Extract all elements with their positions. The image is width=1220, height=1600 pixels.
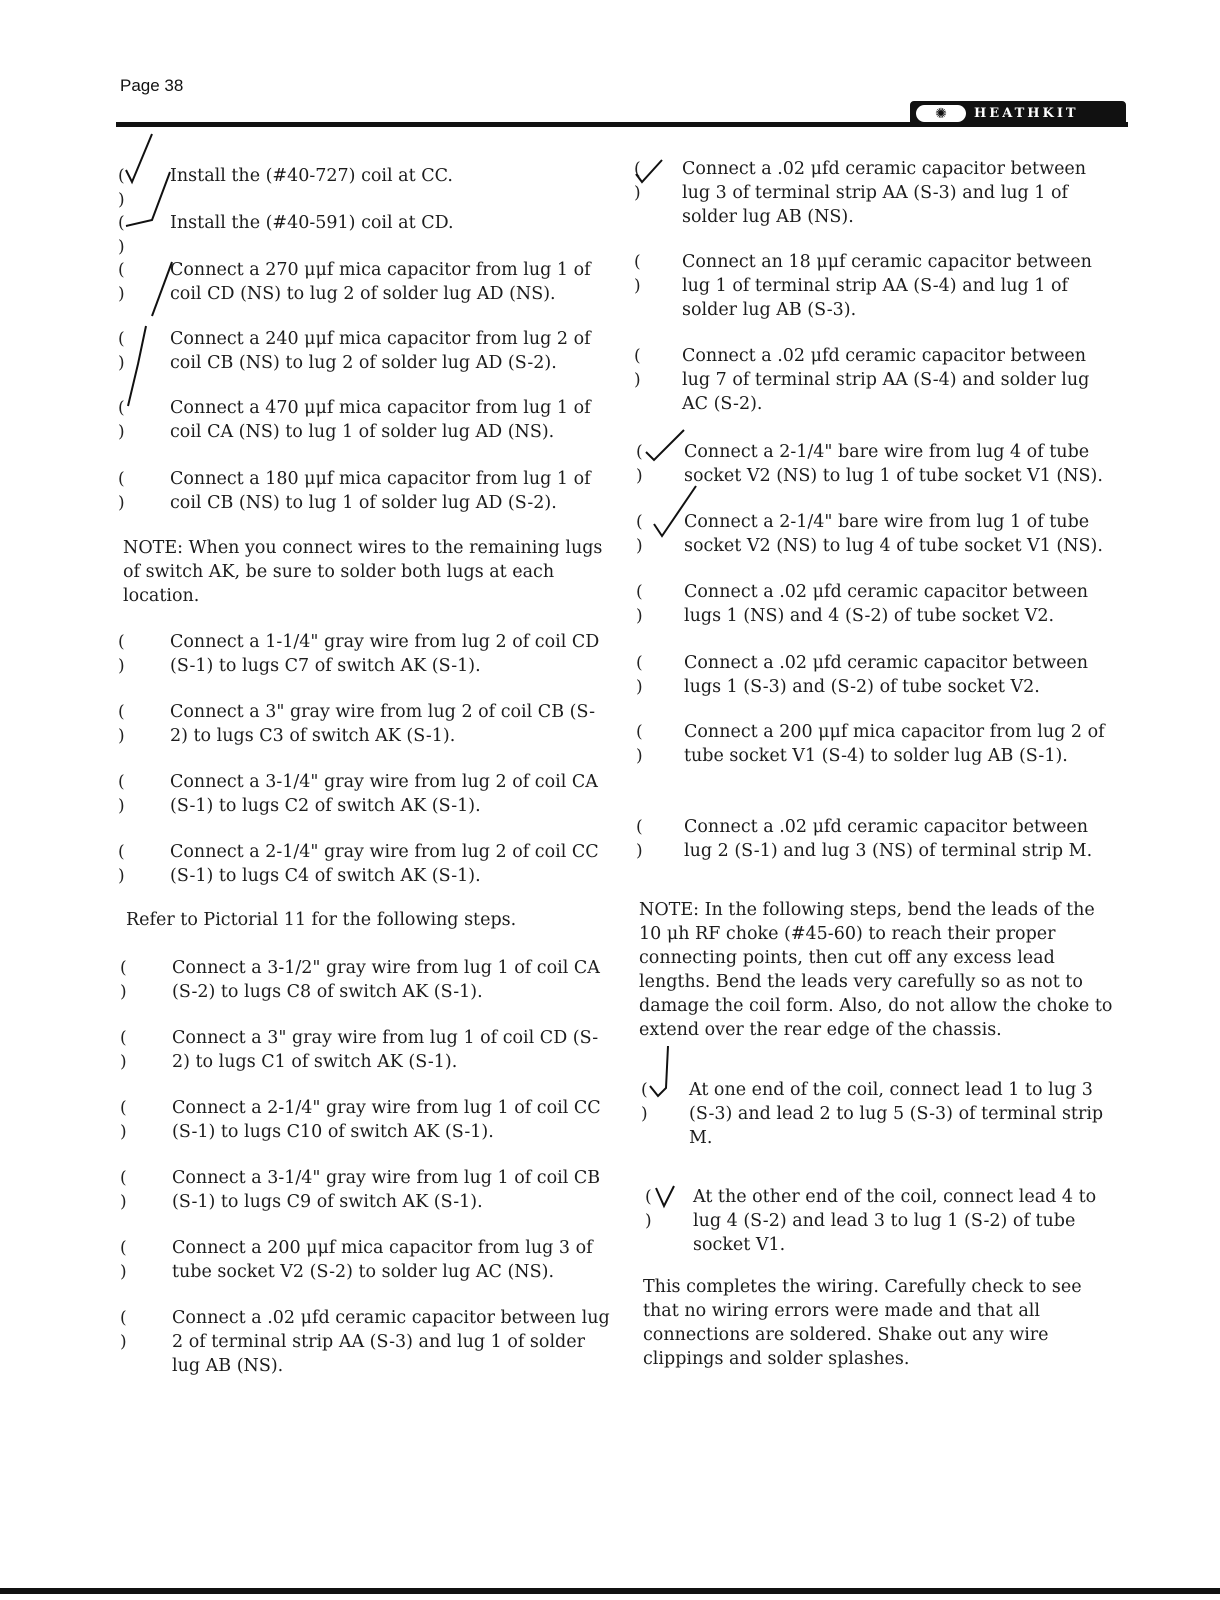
step-text: Connect a 2-1/4" gray wire from lug 1 of coil CC (S-1) to lugs C10 of switch AK (S-1).	[172, 1098, 601, 1142]
step-text: Connect a 3" gray wire from lug 2 of coil CB (S-2) to lugs C3 of switch AK (S-1).	[170, 702, 595, 746]
checkbox[interactable]: ( )	[634, 159, 651, 203]
checkbox[interactable]: ( )	[118, 166, 135, 210]
checkbox[interactable]: ( )	[636, 653, 653, 697]
checkmark-icon	[640, 1042, 680, 1102]
checkbox[interactable]: ( )	[118, 842, 135, 886]
step-text: Install the (#40-727) coil at CC.	[170, 166, 453, 186]
checkmark-icon	[118, 130, 208, 240]
note-switch-ak: NOTE: When you connect wires to the remaining lugs of switch AK, be sure to solder both lugs at each location.	[123, 538, 603, 606]
step-text: Connect a 3-1/4" gray wire from lug 2 of coil CA (S-1) to lugs C2 of switch AK (S-1).	[170, 772, 598, 816]
step-text: Connect a .02 μfd ceramic capacitor between lug 7 of terminal strip AA (S-4) and solder lug AC (S-2).	[682, 346, 1090, 414]
checkmark-icon	[640, 426, 690, 466]
step-text: Connect a .02 μfd ceramic capacitor between lug 2 of terminal strip AA (S-3) and lug 1 of solder lug AB (NS).	[172, 1308, 610, 1376]
closing-paragraph: This completes the wiring. Carefully check to see that no wiring errors were made and that all connections are soldered. Shake out any wire clippings and solder splashes.	[643, 1277, 1082, 1369]
checkbox[interactable]: ( )	[634, 346, 651, 390]
step-text: Connect a .02 μfd ceramic capacitor between lugs 1 (S-3) and (S-2) of tube socket V2.	[684, 653, 1089, 697]
checkbox[interactable]: ( )	[645, 1187, 662, 1231]
checkbox[interactable]: ( )	[634, 252, 651, 296]
step-text: Connect a 200 μμf mica capacitor from lug 2 of tube socket V1 (S-4) to solder lug AB (S-1).	[684, 722, 1105, 766]
step-text: Connect a 180 μμf mica capacitor from lug 1 of coil CB (NS) to lug 1 of solder lug AD (S-2).	[170, 469, 591, 513]
checkbox[interactable]: ( )	[641, 1080, 658, 1124]
checkmark-icon	[640, 480, 700, 540]
checkbox[interactable]: ( )	[118, 469, 135, 513]
checkbox[interactable]: ( )	[118, 702, 135, 746]
checkbox[interactable]: ( )	[120, 1168, 137, 1212]
checkbox[interactable]: ( )	[636, 722, 653, 766]
checkbox[interactable]: ( )	[636, 512, 653, 556]
checkbox[interactable]: ( )	[118, 213, 135, 257]
checkbox[interactable]: ( )	[636, 817, 653, 861]
checkbox[interactable]: ( )	[636, 442, 653, 486]
checkbox[interactable]: ( )	[120, 958, 137, 1002]
bottom-scan-edge	[0, 1588, 1220, 1594]
checkbox[interactable]: ( )	[120, 1098, 137, 1142]
page-number: Page 38	[120, 76, 184, 95]
step-text: At the other end of the coil, connect lead 4 to lug 4 (S-2) and lead 3 to lug 1 (S-2) of tube socket V1.	[693, 1187, 1097, 1255]
checkmark-icon	[118, 256, 178, 416]
checkbox[interactable]: ( )	[120, 1238, 137, 1282]
checkbox[interactable]: ( )	[118, 772, 135, 816]
checkbox[interactable]: ( )	[120, 1028, 137, 1072]
step-text: At one end of the coil, connect lead 1 to lug 3 (S-3) and lead 2 to lug 5 (S-3) of terminal strip M.	[689, 1080, 1104, 1148]
step-text: Connect a 2-1/4" gray wire from lug 2 of coil CC (S-1) to lugs C4 of switch AK (S-1).	[170, 842, 599, 886]
step-text: Connect a 2-1/4" bare wire from lug 4 of tube socket V2 (NS) to lug 1 of tube socket V1 (NS).	[684, 442, 1103, 486]
step-text: Install the (#40-591) coil at CD.	[170, 213, 454, 233]
atom-icon: ✺	[916, 105, 966, 122]
checkbox[interactable]: ( )	[118, 398, 135, 442]
step-text: Connect an 18 μμf ceramic capacitor between lug 1 of terminal strip AA (S-4) and lug 1 of solder lug AB (S-3).	[682, 252, 1092, 320]
step-text: Connect a 1-1/4" gray wire from lug 2 of coil CD (S-1) to lugs C7 of switch AK (S-1).	[170, 632, 600, 676]
refer-pictorial: Refer to Pictorial 11 for the following steps.	[126, 910, 517, 930]
step-text: Connect a 200 μμf mica capacitor from lug 3 of tube socket V2 (S-2) to solder lug AC (NS).	[172, 1238, 593, 1282]
step-text: Connect a .02 μfd ceramic capacitor between lug 2 (S-1) and lug 3 (NS) of terminal strip M.	[684, 817, 1093, 861]
checkmark-icon	[632, 156, 672, 186]
step-text: Connect a 470 μμf mica capacitor from lug 1 of coil CA (NS) to lug 1 of solder lug AD (NS).	[170, 398, 591, 442]
step-text: Connect a .02 μfd ceramic capacitor between lugs 1 (NS) and 4 (S-2) of tube socket V2.	[684, 582, 1089, 626]
step-text: Connect a 270 μμf mica capacitor from lug 1 of coil CD (NS) to lug 2 of solder lug AD (NS).	[170, 260, 591, 304]
checkbox[interactable]: ( )	[118, 329, 135, 373]
step-text: Connect a 3-1/4" gray wire from lug 1 of coil CB (S-1) to lugs C9 of switch AK (S-1).	[172, 1168, 601, 1212]
step-text: Connect a 3-1/2" gray wire from lug 1 of coil CA (S-2) to lugs C8 of switch AK (S-1).	[172, 958, 600, 1002]
step-text: Connect a 3" gray wire from lug 1 of coil CD (S-2) to lugs C1 of switch AK (S-1).	[172, 1028, 599, 1072]
brand-text: HEATHKIT	[974, 106, 1079, 121]
checkbox[interactable]: ( )	[118, 260, 135, 304]
checkbox[interactable]: ( )	[120, 1308, 137, 1352]
checkbox[interactable]: ( )	[636, 582, 653, 626]
header-rule	[116, 122, 1128, 127]
checkmark-icon	[652, 1182, 682, 1212]
step-text: Connect a 2-1/4" bare wire from lug 1 of tube socket V2 (NS) to lug 4 of tube socket V1 (NS).	[684, 512, 1103, 556]
step-text: Connect a 240 μμf mica capacitor from lug 2 of coil CB (NS) to lug 2 of solder lug AD (S-2).	[170, 329, 591, 373]
note-rf-choke: NOTE: In the following steps, bend the leads of the 10 μh RF choke (#45-60) to reach their proper connecting points, then cut off any excess lead lengths. Bend the leads very carefully so as not to damage the coil form. Also, do not allow the choke to extend over the rear edge of the chassis.	[639, 900, 1113, 1040]
checkbox[interactable]: ( )	[118, 632, 135, 676]
step-text: Connect a .02 μfd ceramic capacitor between lug 3 of terminal strip AA (S-3) and lug 1 of solder lug AB (NS).	[682, 159, 1087, 227]
